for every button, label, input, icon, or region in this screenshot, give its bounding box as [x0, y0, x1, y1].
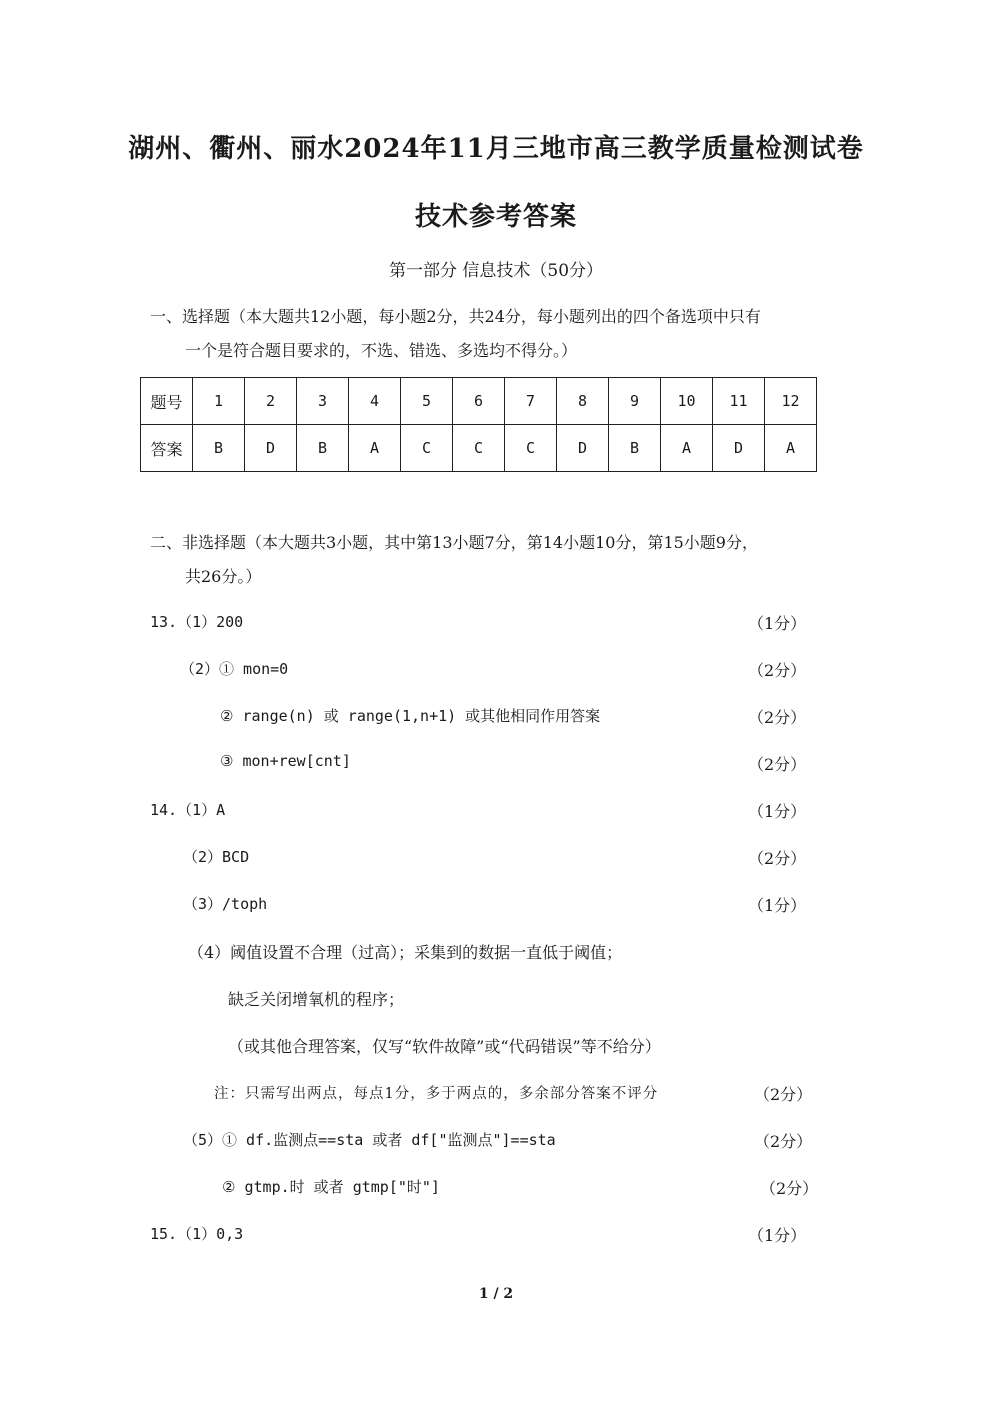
q13-part1: 13.（1）200	[150, 613, 244, 631]
section2-heading-line2: 共26分。）	[185, 567, 262, 586]
answer-cell: A	[765, 425, 817, 472]
q14-part6-score: （2分）	[760, 1179, 819, 1198]
question-number: 3	[297, 378, 349, 425]
q14-part4-line2: 缺乏关闭增氧机的程序；	[228, 990, 405, 1009]
q14-part2-score: （2分）	[748, 849, 807, 868]
q14-part4-score: （2分）	[754, 1085, 813, 1104]
q15-part1-score: （1分）	[748, 1226, 807, 1245]
answer-cell: B	[193, 425, 245, 472]
q13-part2-score: （2分）	[748, 661, 807, 680]
q14-part3-score: （1分）	[748, 896, 807, 915]
q13-part4: ③ mon+rew[cnt]	[220, 752, 351, 770]
q13-part3-score: （2分）	[748, 708, 807, 727]
question-number: 1	[193, 378, 245, 425]
answer-cell: D	[557, 425, 609, 472]
section1-heading-line1: 一、选择题（本大题共12小题，每小题2分，共24分，每小题列出的四个备选项中只有	[150, 307, 761, 326]
question-number: 9	[609, 378, 661, 425]
question-number: 10	[661, 378, 713, 425]
answer-cell: C	[453, 425, 505, 472]
question-number: 2	[245, 378, 297, 425]
answer-table-answer-row	[141, 425, 817, 472]
q13-part2: （2）① mon=0	[180, 660, 289, 678]
page-number: 1 / 2	[478, 1286, 514, 1302]
q14-part3: （3）/toph	[183, 895, 268, 913]
document-subtitle: 技术参考答案	[414, 202, 577, 232]
q14-part1-score: （1分）	[748, 802, 807, 821]
answer-cell: A	[349, 425, 401, 472]
row-label-number: 题号	[141, 378, 193, 425]
answer-cell: D	[713, 425, 765, 472]
answer-table	[140, 377, 817, 472]
section1-heading-line2: 一个是符合题目要求的，不选、错选、多选均不得分。）	[185, 341, 578, 360]
row-label-answer: 答案	[141, 425, 193, 472]
answer-cell: B	[609, 425, 661, 472]
q13-part4-score: （2分）	[748, 755, 807, 774]
question-number: 5	[401, 378, 453, 425]
q13-part3: ② range(n) 或 range(1,n+1) 或其他相同作用答案	[220, 707, 601, 725]
section2-heading-line1: 二、非选择题（本大题共3小题，其中第13小题7分，第14小题10分，第15小题9分，	[150, 533, 758, 552]
part-heading: 第一部分 信息技术（50分）	[388, 261, 604, 281]
document-title: 湖州、衢州、丽水2024年11月三地市高三教学质量检测试卷	[128, 134, 864, 164]
answer-cell: B	[297, 425, 349, 472]
q14-part4-note: 注：只需写出两点，每点1分，多于两点的，多余部分答案不评分	[214, 1086, 659, 1102]
q14-part2: （2）BCD	[183, 848, 250, 866]
q13-part1-score: （1分）	[748, 614, 807, 633]
question-number: 6	[453, 378, 505, 425]
q15-part1: 15.（1）0,3	[150, 1225, 244, 1243]
q14-part4-line3: （或其他合理答案，仅写“软件故障”或“代码错误”等不给分）	[228, 1037, 661, 1056]
answer-table-number-row	[141, 378, 817, 425]
q14-part6: ② gtmp.时 或者 gtmp["时"]	[222, 1178, 440, 1196]
question-number: 12	[765, 378, 817, 425]
question-number: 8	[557, 378, 609, 425]
answer-cell: D	[245, 425, 297, 472]
q14-part1: 14.（1）A	[150, 801, 226, 819]
answer-cell: A	[661, 425, 713, 472]
question-number: 11	[713, 378, 765, 425]
question-number: 7	[505, 378, 557, 425]
answer-cell: C	[401, 425, 453, 472]
question-number: 4	[349, 378, 401, 425]
q14-part5: （5）① df.监测点==sta 或者 df["监测点"]==sta	[183, 1131, 556, 1149]
q14-part4-line1: （4）阈值设置不合理（过高）；采集到的数据一直低于阈值；	[188, 943, 623, 962]
answer-cell: C	[505, 425, 557, 472]
q14-part5-score: （2分）	[754, 1132, 813, 1151]
